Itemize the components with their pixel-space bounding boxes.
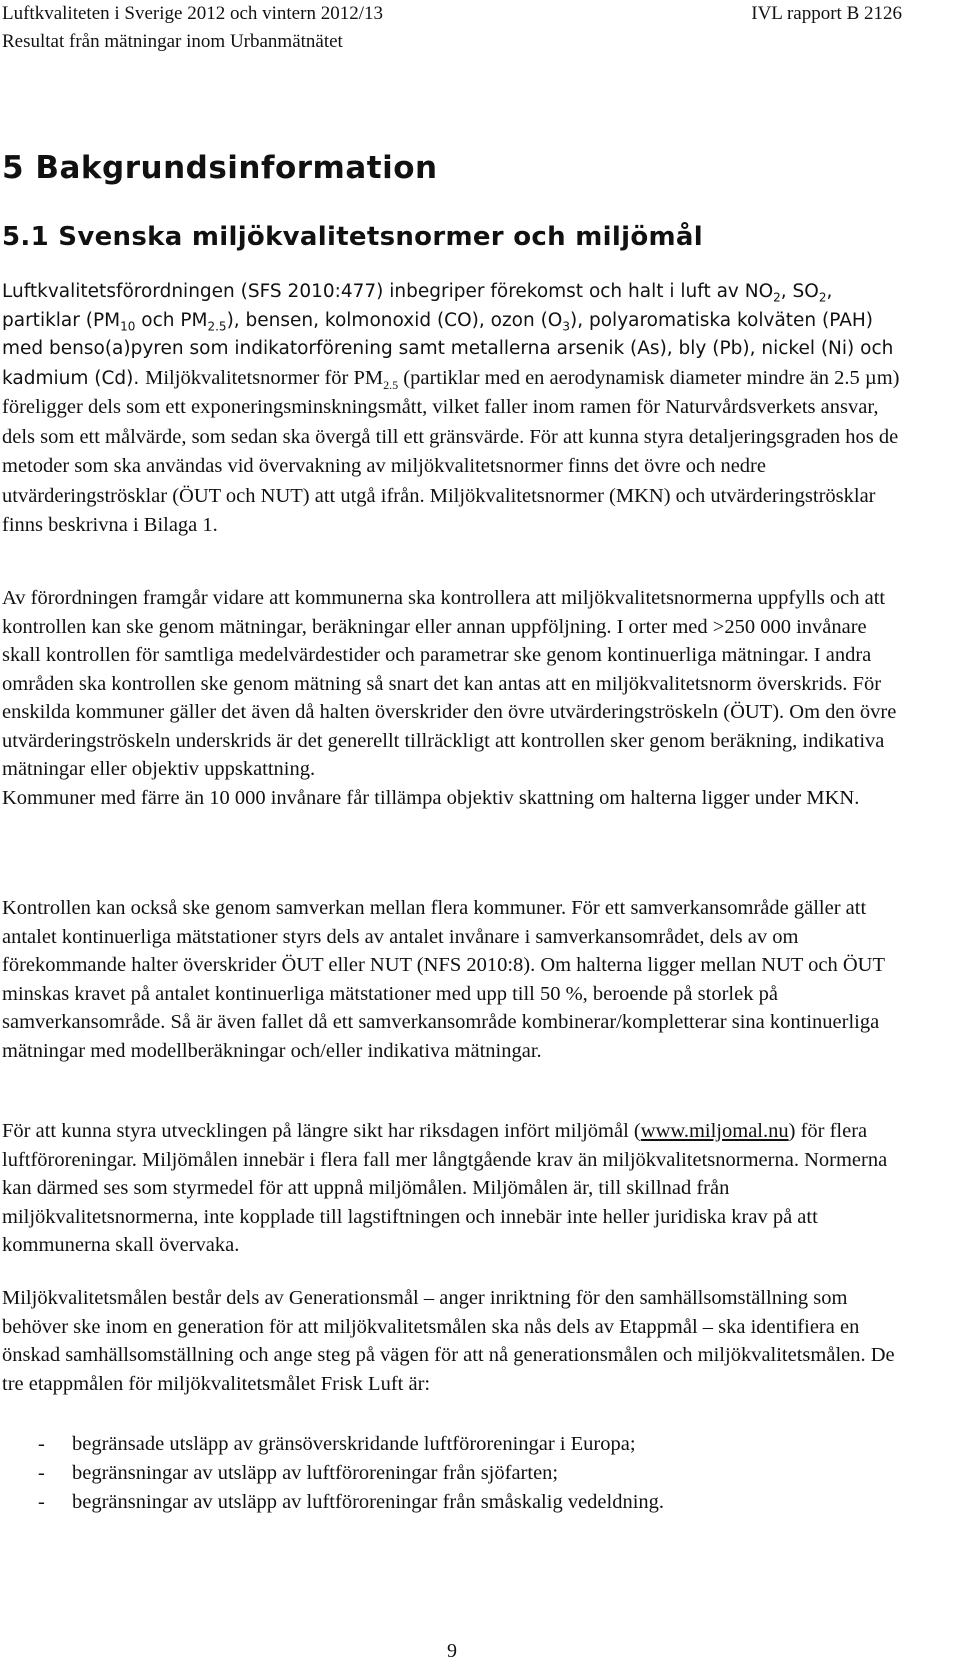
report-number: IVL rapport B 2126 [751,3,902,24]
list-item: - begränsningar av utsläpp av luftföroreningar från sjöfarten; [38,1462,559,1484]
paragraph-environmental-goals: För att kunna styra utvecklingen på längre sikt har riksdagen infört miljömål (www.miljomal.nu) för flera luftföroreningar. Miljömålen innebär i flera fall mer långtgående krav än miljökvalitetsnormerna. Normerna kan därmed ses som styrmedel för att uppnå miljömålen. Miljömålen är, till skillnad från miljökvalitetsnormerna, inte kopplade till lagstiftningen och innebär inte heller juridiska krav på att kommunerna skall övervaka. [2,1120,888,1256]
list-item: - begränsade utsläpp av gränsöverskridande luftföroreningar i Europa; [38,1433,636,1455]
interim-goals-list [2,1430,664,1517]
report-title: Luftkvaliteten i Sverige 2012 och vintern 2012/13 [2,3,383,24]
report-subtitle: Resultat från mätningar inom Urbanmätnätet [2,31,343,52]
paragraph-legislation: Luftkvalitetsförordningen (SFS 2010:477) inbegriper förekomst och halt i luft av $NO_2$, $SO_2$, partiklar ($PM_{10}$ och $PM_{2.5}$), bensen, kolmonoxid (CO), ozon $(O_3)$, polyaromatiska kolväten (PAH) med benso(a)pyren som indikatorförening samt metallerna arsenik (As), bly (Pb), nickel (Ni) och kadmium (Cd). Miljökvalitetsnormer för $PM_{2.5}$ (partiklar med en aerodynamisk diameter mindre än 2.5 µm) föreligger dels som ett exponeringsminskningsmått, vilket faller inom ramen för Naturvårdsverkets ansvar, dels som ett målvärde, som sedan ska övergå till ett gränsvärde. För att kunna styra detaljeringsgraden hos de metoder som ska användas vid övervakning av miljökvalitetsnormer finns det övre och nedre utvärderingströsklar (ÖUT och NUT) att utgå ifrån. Miljökvalitetsnormer (MKN) och utvärderingströsklar finns beskrivna i Bilaga 1. [2,281,900,536]
page-number: 9 [447,1640,457,1662]
running-header-left [2,0,383,56]
subsection-heading: 5.1 Svenska miljökvalitetsnormer och miljömål [2,222,703,252]
miljomal-link[interactable]: www.miljomal.nu [640,1120,789,1142]
section-heading: 5 Bakgrundsinformation [2,150,438,186]
paragraph-quality-goals: Miljökvalitetsmålen består dels av Generationsmål – anger inriktning för den samhällsomställning som behöver ske inom en generation för att miljökvalitetsmålen ska nås dels av Etappmål – ska identifiera en önskad samhällsomställning och ange steg på vägen för att nå generationsmålen och miljökvalitetsmålen. De tre etappmålen för miljökvalitetsmålet Frisk Luft är: [2,1287,895,1395]
paragraph-control: Av förordningen framgår vidare att kommunerna ska kontrollera att miljökvalitetsnormerna uppfylls och att kontrollen kan ske genom mätningar, beräkningar eller annan uppföljning. I orter med >250 000 invånare skall kontrollen för samtliga medelvärdestider och parametrar ske genom kontinuerliga mätningar. I andra områden ska kontrollen ske genom mätning så snart det kan antas att en miljökvalitetsnorm överskrids. För enskilda kommuner gäller det även då halten överskrider den övre utvärderingströskeln (ÖUT). Om den övre utvärderingströskeln underskrids är det generellt tillräckligt att kontrollen sker genom beräkning, indikativa mätningar eller objektiv uppskattning. Kommuner med färre än 10 000 invånare får tillämpa objektiv skattning om halterna ligger under MKN. [2,587,897,809]
paragraph-cooperation: Kontrollen kan också ske genom samverkan mellan flera kommuner. För ett samverkansområde gäller att antalet kontinuerliga mätstationer styrs dels av antalet invånare i samverkansområdet, dels av om förekommande halter överskrider ÖUT eller NUT (NFS 2010:8). Om halterna ligger mellan NUT och ÖUT minskas kravet på antalet kontinuerliga mätstationer med upp till 50 %, beroende på storlek på samverkansområde. Så är även fallet då ett samverkansområde kombinerar/kompletterar sina kontinuerliga mätningar med modellberäkningar och/eller indikativa mätningar. [2,897,885,1062]
list-item: - begränsningar av utsläpp av luftföroreningar från småskalig vedeldning. [38,1491,665,1513]
